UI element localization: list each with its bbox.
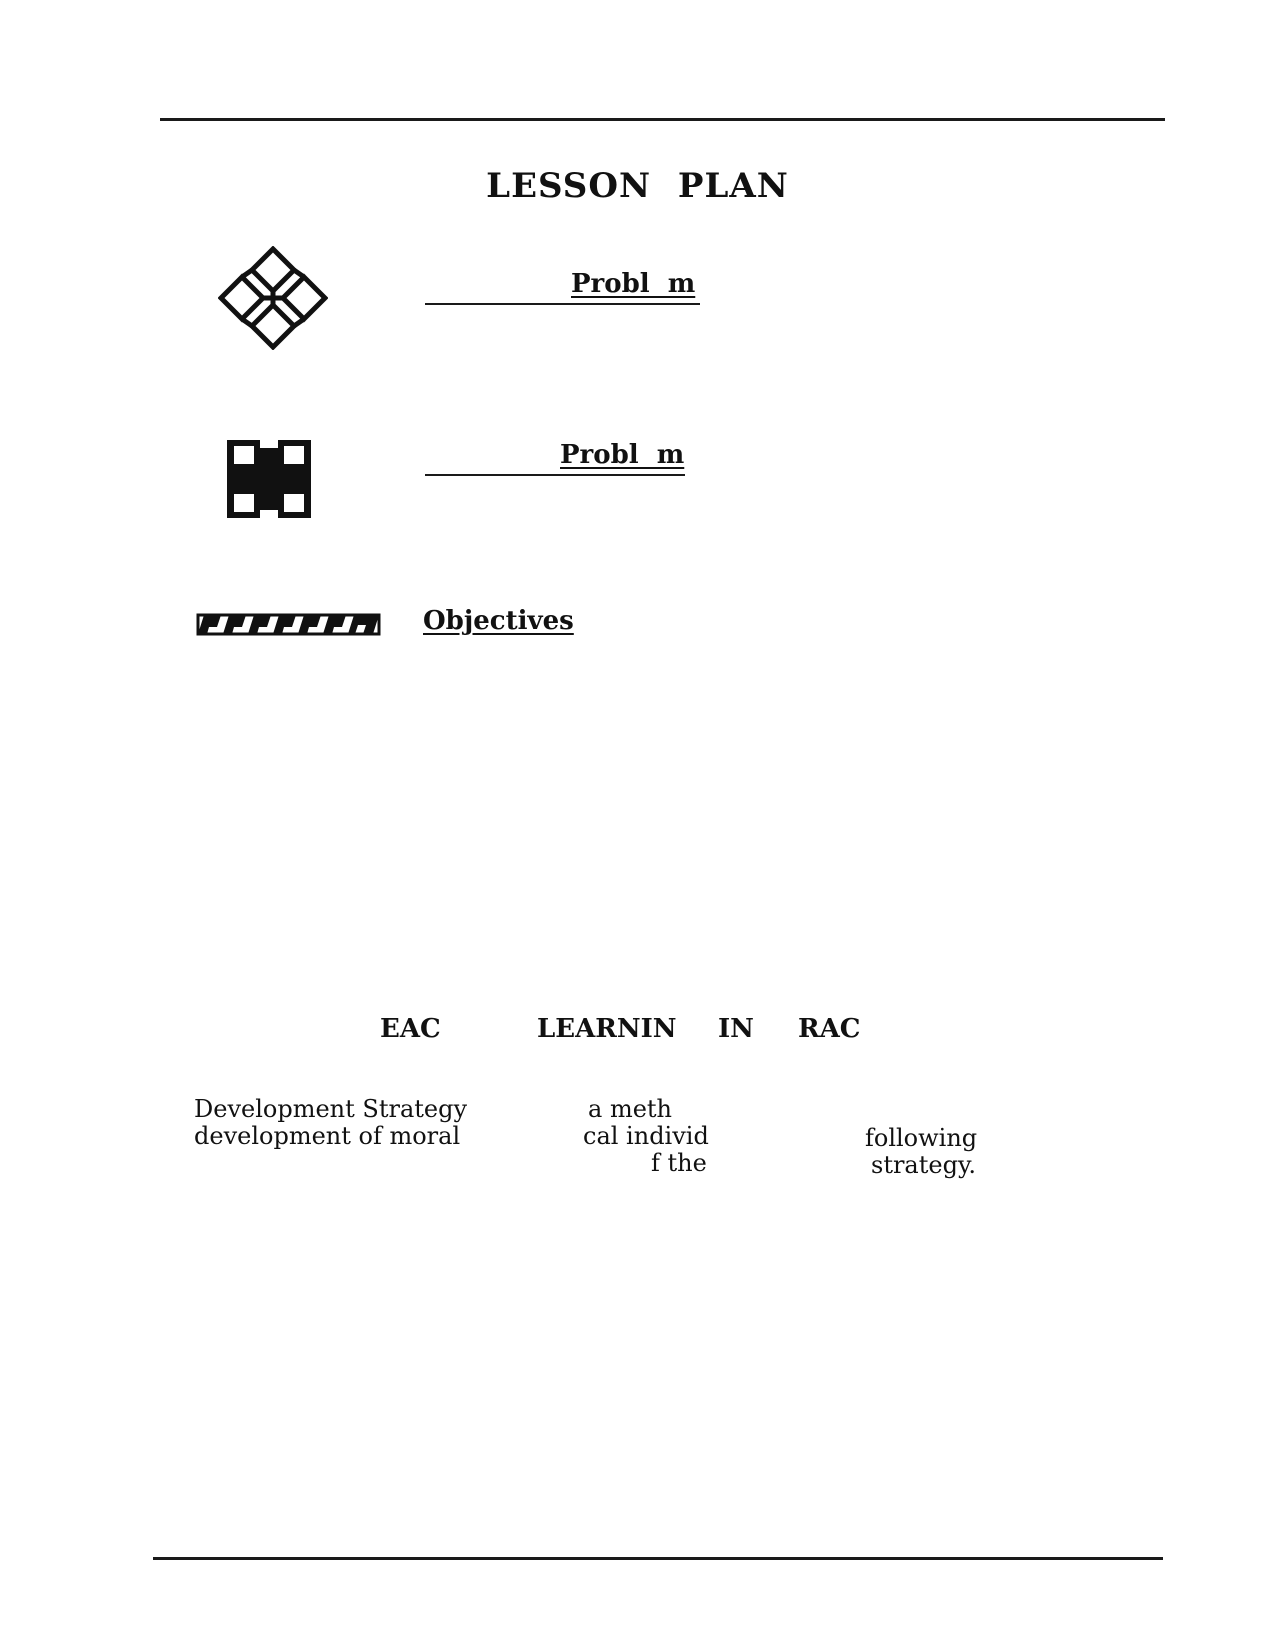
objectives-heading: Objectives — [423, 606, 574, 636]
paragraph-line-1a: Development Strategy — [194, 1095, 468, 1123]
chain-icon — [196, 612, 382, 642]
problem-1-label: Probl m — [571, 269, 696, 299]
problem-heading-1 — [425, 265, 700, 305]
paragraph-line-2a: development of moral — [194, 1122, 461, 1150]
paragraph-line-3c: strategy. — [871, 1151, 976, 1179]
cross-icon — [227, 440, 311, 522]
top-rule — [160, 118, 1165, 121]
paragraph-line-3b: f the — [651, 1149, 707, 1177]
paragraph-line-2b: cal individ — [583, 1122, 709, 1150]
pinwheel-icon — [218, 246, 328, 354]
paragraph-line-2c: following — [865, 1124, 978, 1152]
heading-fragment-3: IN — [718, 1014, 754, 1044]
heading-fragment-4: RAC — [798, 1014, 861, 1044]
heading-fragment-2: LEARNIN — [537, 1014, 677, 1044]
bottom-rule — [153, 1557, 1163, 1560]
problem-heading-2 — [425, 436, 685, 476]
paragraph-line-1b: a meth — [588, 1095, 672, 1123]
problem-2-label: Probl m — [560, 440, 685, 470]
heading-fragment-1: EAC — [380, 1014, 441, 1044]
page-title: LESSON PLAN — [486, 166, 789, 206]
